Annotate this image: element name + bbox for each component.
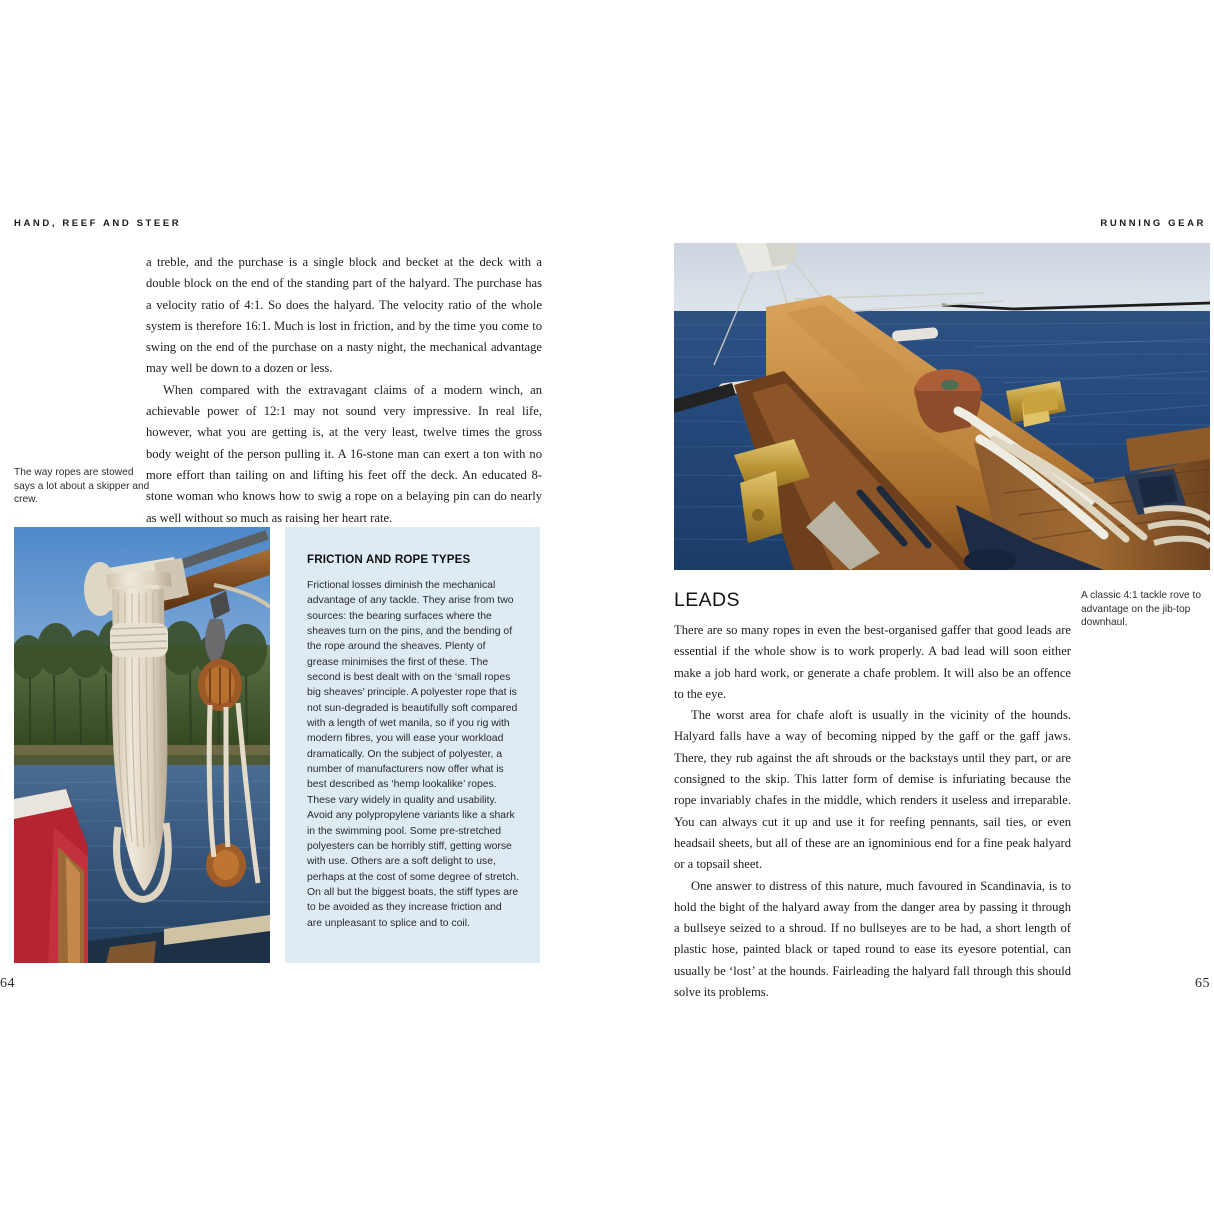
photo-coiled-rope-on-boom [14,527,270,963]
folio-left-page-number: 64 [0,976,15,991]
section-heading-leads: LEADS [674,589,740,611]
right-page-body-text [674,620,1071,1003]
sidebar-body-text: Frictional losses diminish the mechanical advantage of any tackle. They arise from two sources: the bearing surfaces where the sheaves turn on the pins, and the bending of the rope around the sheaves. Plenty of grease minimises the first of these. The second is best dealt with on the ‘small ropes big sheaves’ principle. A polyester rope that is not sun-degraded is beautifully soft compared with a length of wet manila, so if you rig with modern fibres, you will ease your workload dramatically. On the subject of polyester, a number of manufacturers now offer what is best described as ‘hemp lookalike’ ropes. These vary widely in quality and usability. Avoid any polypropylene variants like a shark in the swimming pool. Some pre-stretched polyesters can be horribly stiff, getting worse with use. Others are a soft delight to use, perhaps at the cost of some degree of stretch. On all but the biggest boats, the stiff types are to be avoided as they increase friction and are unpleasant to splice and to coil. [307,580,519,929]
paragraph: There are so many ropes in even the best-organised gaffer that good leads are essential if the whole show is to work properly. A bad lead will soon either make a job hard work, or generate a chafe problem. It will also be an offence to the eye. [674,623,1071,701]
photo-coiled-rope-artwork [14,527,270,963]
photo-bowsprit-artwork [674,243,1210,570]
paragraph: When compared with the extravagant claims of a modern winch, an achievable power of 12:1 may not sound very impressive. In real life, however, what you are getting is, at the very least, twelve times the gross body weight of the person pulling it. A 16-stone man can exert a ton with no more effort than tailing on and lifting his feet off the deck. An educated 8-stone woman who knows how to swig a rope on a belaying pin can do nearly as well without so much as raising her heart rate. [146,382,542,525]
paragraph: The worst area for chafe aloft is usually in the vicinity of the hounds. Halyard falls have a way of becoming nipped by the gaff or the gaff jaws. There, they rub against the aft shrouds or the backstays until they part, or are consigned to the skip. This latter form of demise is infuriating because the rope invariably chafes in the middle, which renders it useless and irreparable. You can always cut it up and use it for reefing pennants, sail ties, or even headsail sheets, but all of these are an ignominious end for a fine peak halyard or a topsail sheet. [674,708,1071,872]
folio-right-page-number: 65 [1195,976,1210,991]
paragraph: a treble, and the purchase is a single block and becket at the deck with a double block on the end of the standing part of the halyard. The purchase has a velocity ratio of 4:1. So does the halyard. The velocity ratio of the whole system is therefore 16:1. Much is lost in friction, and by the time you come to swing on the end of the purchase on a nasty night, the mechanical advantage may well be down to a dozen or less. [146,255,542,376]
left-photo-caption: The way ropes are stowed says a lot about a skipper and crew. [14,467,150,506]
left-page-body-text [146,252,542,529]
running-head-right: RUNNING GEAR [1100,218,1206,229]
sidebar-content [307,553,519,931]
photo-bowsprit-at-sea [674,243,1210,570]
paragraph: One answer to distress of this nature, much favoured in Scandinavia, is to hold the bight of the halyard away from the danger area by passing it through a bullseye seized to a shroud. If no bullseyes are to be had, a short length of plastic hose, painted black or taped round to ease its eyesore potential, can usually be ‘lost’ at the hounds. Fairleading the halyard fall through this should solve its problems. [674,878,1071,1000]
right-photo-caption: A classic 4:1 tackle rove to advantage on the jib-top downhaul. [1081,590,1202,629]
sidebar-tint-box [285,527,540,963]
running-head-left: HAND, REEF AND STEER [14,218,182,229]
sidebar-title: FRICTION AND ROPE TYPES [307,553,471,566]
